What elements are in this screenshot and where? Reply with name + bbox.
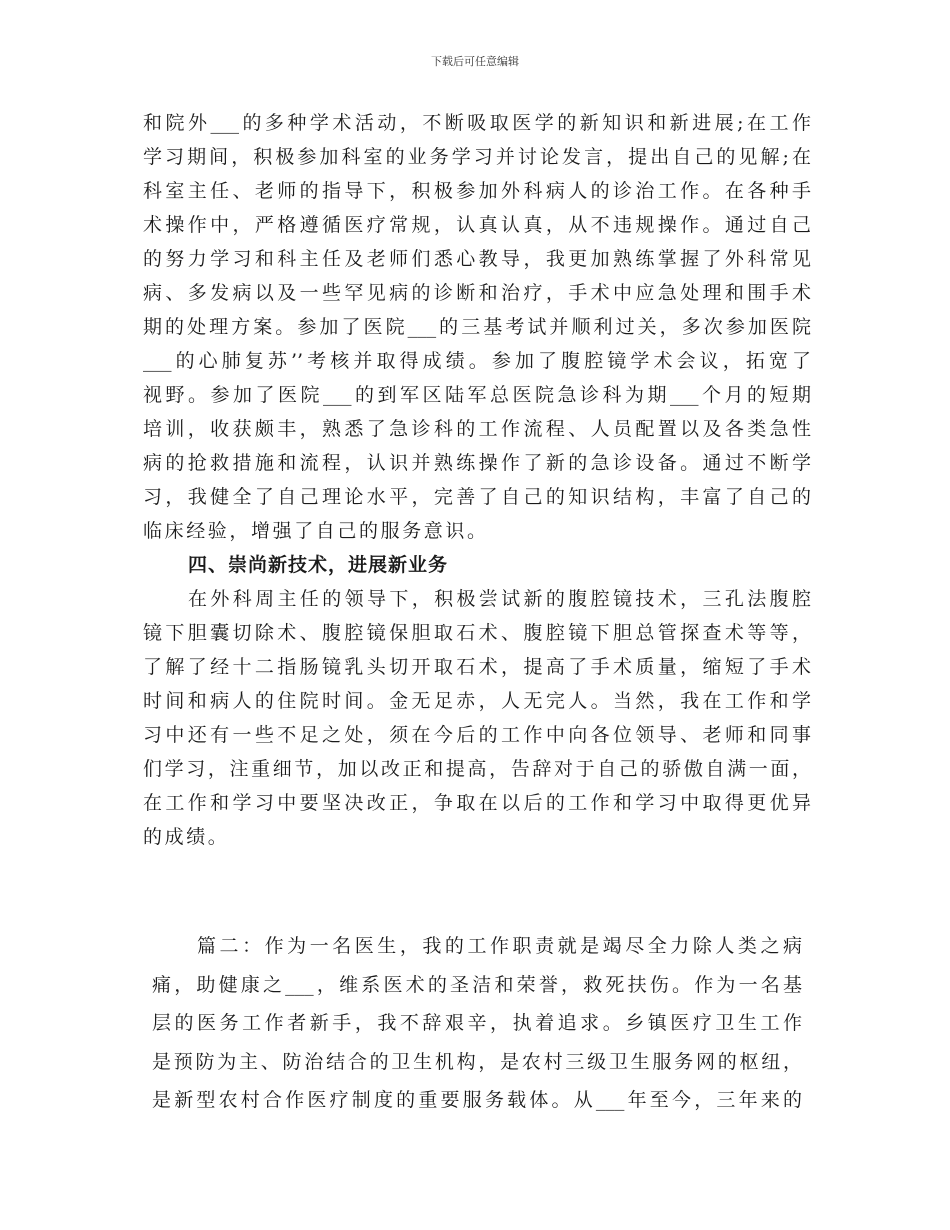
- text-line: 病的抢救措施和流程，认识并熟练操作了新的急诊设备。通过不断学: [143, 452, 811, 474]
- page-header: 下载后可任意编辑: [431, 55, 519, 68]
- text-line: 的成绩。: [143, 826, 230, 848]
- text-line: 是预防为主、防治结合的卫生机构，是农村三级卫生服务网的枢纽，: [152, 1050, 802, 1073]
- text-line: 篇二：作为一名医生，我的工作职责就是竭尽全力除人类之病: [197, 935, 802, 957]
- document-body-part2: [152, 927, 802, 1120]
- text-line: 视野。参加了医院___的到军区陆军总医院急诊科为期___个月的短期: [143, 384, 811, 406]
- text-line: 时间和病人的住院时间。金无足赤，人无完人。当然，我在工作和学: [143, 690, 811, 712]
- text-line: 是新型农村合作医疗制度的重要服务载体。从___年至今，三年来的: [152, 1089, 802, 1111]
- text-line: 在外科周主任的领导下，积极尝试新的腹腔镜技术，三孔法腹腔: [188, 588, 811, 610]
- text-line: 在工作和学习中要坚决改正，争取在以后的工作和学习中取得更优异: [143, 792, 811, 814]
- text-line: 层的医务工作者新手，我不辞艰辛，执着追求。乡镇医疗卫生工作: [152, 1012, 802, 1034]
- document-body: [143, 106, 811, 854]
- text-line: 镜下胆囊切除术、腹腔镜保胆取石术、腹腔镜下胆总管探查术等等，: [143, 622, 811, 644]
- text-line: 们学习，注重细节，加以改正和提高，告辞对于自己的骄傲自满一面，: [143, 758, 811, 780]
- section-heading: 四、崇尚新技术，进展新业务: [188, 554, 449, 576]
- text-line: 学习期间，积极参加科室的业务学习并讨论发言，提出自己的见解;在: [143, 146, 811, 168]
- text-line: 习，我健全了自己理论水平，完善了自己的知识结构，丰富了自己的: [143, 486, 811, 508]
- text-line: ___的心肺复苏’’考核并取得成绩。参加了腹腔镜学术会议，拓宽了: [143, 350, 811, 372]
- text-line: 痛，助健康之___，维系医术的圣洁和荣誉，救死扶伤。作为一名基: [152, 973, 802, 996]
- text-line: 了解了经十二指肠镜乳头切开取石术，提高了手术质量，缩短了手术: [143, 656, 811, 678]
- text-line: 培训，收获颇丰，熟悉了急诊科的工作流程、人员配置以及各类急性: [143, 418, 811, 440]
- text-line: 的努力学习和科主任及老师们悉心教导，我更加熟练掌握了外科常见: [143, 248, 811, 270]
- text-line: 习中还有一些不足之处，须在今后的工作中向各位领导、老师和同事: [143, 724, 811, 746]
- text-line: 科室主任、老师的指导下，积极参加外科病人的诊治工作。在各种手: [143, 180, 811, 202]
- text-line: 术操作中，严格遵循医疗常规，认真认真，从不违规操作。通过自己: [143, 214, 811, 236]
- text-line: 期的处理方案。参加了医院___的三基考试并顺利过关，多次参加医院: [143, 316, 811, 338]
- text-line: 临床经验，增强了自己的服务意识。: [143, 520, 489, 542]
- text-line: 和院外___的多种学术活动，不断吸取医学的新知识和新进展;在工作: [143, 112, 811, 134]
- text-line: 病、多发病以及一些罕见病的诊断和治疗，手术中应急处理和围手术: [143, 282, 811, 304]
